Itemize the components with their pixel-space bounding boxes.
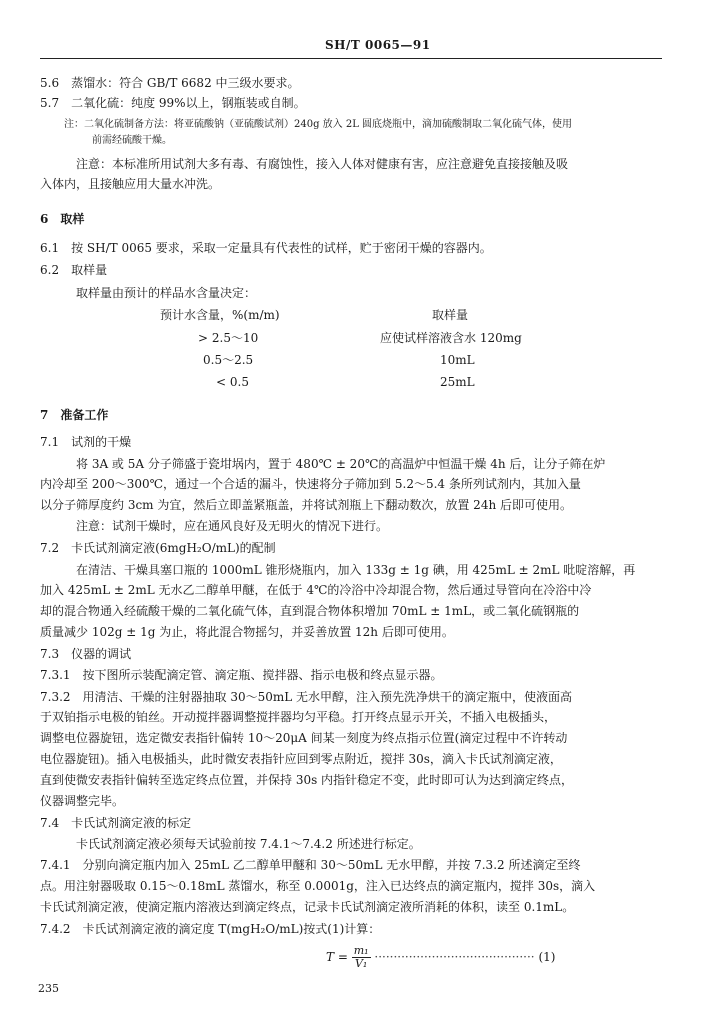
caution-reagents: 注意：本标准所用试剂大多有毒、有腐蚀性，接入人体对健康有害，应注意避免直接接触及吸 xyxy=(76,157,569,171)
paragraph-7-3-2-line: 调整电位器旋钮，选定微安表指针偏转 10～20μA 间某一刻度为终点指示位置(滴定过程中不许转动 xyxy=(40,731,568,745)
paragraph-7-3-2-line: 直到使微安表指针偏转至选定终点位置，并保持 30s 内指针稳定不变，此时即可认为达到滴定终点， xyxy=(40,773,574,787)
table-row-range: 0.5～2.5 xyxy=(203,353,254,367)
table-row-amount: 25mL xyxy=(440,375,475,389)
paragraph-7-1-line: 内冷却至 200～300℃，通过一个合适的漏斗，快速将分子筛加到 5.2～5.4 条所列试剂内，其加入量 xyxy=(40,477,581,491)
clause-5-7: 5.7 二氧化硫：纯度 99%以上，钢瓶装或自制。 xyxy=(40,96,306,110)
formula-equals: = xyxy=(337,950,348,964)
sample-size-intro: 取样量由预计的样品水含量决定： xyxy=(76,286,257,300)
table-row-amount: 10mL xyxy=(440,353,475,367)
formula-dot-leader: ·········································· xyxy=(374,950,535,964)
caution-reagents-cont: 入体内，且接触应用大量水冲洗。 xyxy=(40,177,221,191)
clause-6-1: 6.1 按 SH/T 0065 要求，采取一定量具有代表性的试样，贮于密闭干燥的容器内。 xyxy=(40,241,492,255)
clause-7-4-2: 7.4.2 卡氏试剂滴定液的滴定度 T(mgH₂O/mL)按式(1)计算： xyxy=(40,922,381,936)
paragraph-7-1-line: 将 3A 或 5A 分子筛盛于瓷坩埚内，置于 480℃ ± 20℃的高温炉中恒温干燥 4h 后，让分子筛在炉 xyxy=(76,457,606,471)
clause-7-1: 7.1 试剂的干燥 xyxy=(40,435,132,449)
paragraph-7-1-line: 以分子筛厚度约 3cm 为宜，然后立即盖紧瓶盖，并将试剂瓶上下翻动数次，放置 24h 后即可使用。 xyxy=(40,498,572,512)
clause-5-6: 5.6 蒸馏水：符合 GB/T 6682 中三级水要求。 xyxy=(40,76,300,90)
paragraph-7-4-1-line: 点。用注射器吸取 0.15～0.18mL 蒸馏水，称至 0.0001g，注入已达终点的滴定瓶内，搅拌 30s，滴入 xyxy=(40,879,596,893)
formula-lhs: T xyxy=(326,950,335,964)
clause-6-2: 6.2 取样量 xyxy=(40,263,108,277)
section-6-heading: 6 取样 xyxy=(40,212,85,226)
table-row-range: < 0.5 xyxy=(216,375,249,389)
paragraph-7-4-1-line: 卡氏试剂滴定液，使滴定瓶内溶液达到滴定终点，记录卡氏试剂滴定液所消耗的体积，读至 0.1mL。 xyxy=(40,900,575,914)
paragraph-7-2-line: 却的混合物通入经硫酸干燥的二氧化硫气体，直到混合物体积增加 70mL ± 1mL，或二氧化硫钢瓶的 xyxy=(40,604,580,618)
formula-fraction xyxy=(352,945,371,970)
formula-denominator: V₁ xyxy=(354,957,368,970)
paragraph-7-3-2-line: 电位器旋钮)。插入电极插头，此时微安表指针应回到零点附近，搅拌 30s，滴入卡氏试剂滴定液， xyxy=(40,752,562,766)
standard-number-header: SH/T 0065—91 xyxy=(325,38,431,52)
page-number: 235 xyxy=(38,982,59,995)
paragraph-7-4: 卡氏试剂滴定液必须每天试验前按 7.4.1～7.4.2 所述进行标定。 xyxy=(76,837,421,851)
clause-7-3: 7.3 仪器的调试 xyxy=(40,647,132,661)
note-so2-prep: 注：二氧化硫制备方法：将亚硫酸钠（亚硫酸试剂）240g 放入 2L 圆底烧瓶中，滴加硫酸制取二氧化硫气体，使用 xyxy=(64,119,573,130)
formula-1 xyxy=(326,945,555,970)
clause-7-2: 7.2 卡氏试剂滴定液(6mgH₂O/mL)的配制 xyxy=(40,541,276,555)
caution-drying: 注意：试剂干燥时，应在通风良好及无明火的情况下进行。 xyxy=(76,519,389,533)
clause-7-4-1: 7.4.1 分别向滴定瓶内加入 25mL 乙二醇单甲醚和 30～50mL 无水甲醇，并按 7.3.2 所述滴定至终 xyxy=(40,858,581,872)
paragraph-7-2-line: 加入 425mL ± 2mL 无水乙二醇单甲醚，在低于 4℃的冷浴中冷却混合物，然后通过导管向在冷浴中冷 xyxy=(40,583,592,597)
clause-7-3-1: 7.3.1 按下图所示装配滴定管、滴定瓶、搅拌器、指示电极和终点显示器。 xyxy=(40,668,443,682)
table-row-range: > 2.5～10 xyxy=(198,331,259,345)
paragraph-7-2-line: 质量减少 102g ± 1g 为止，将此混合物摇匀，并妥善放置 12h 后即可使用。 xyxy=(40,625,454,639)
section-7-heading: 7 准备工作 xyxy=(40,408,109,422)
formula-numerator: m₁ xyxy=(353,944,369,957)
clause-7-4: 7.4 卡氏试剂滴定液的标定 xyxy=(40,816,192,830)
table-header-amount: 取样量 xyxy=(432,308,469,322)
table-header-water: 预计水含量，%(m/m) xyxy=(160,308,280,322)
note-so2-prep-cont: 前需经硫酸干燥。 xyxy=(92,135,172,146)
formula-number: (1) xyxy=(538,950,556,964)
paragraph-7-3-2-line: 于双铂指示电极的铂丝。开动搅拌器调整搅拌器均匀平稳。打开终点显示开关，不插入电极插头， xyxy=(40,710,557,724)
header-rule xyxy=(40,58,662,59)
paragraph-7-2-line: 在清洁、干燥具塞口瓶的 1000mL 锥形烧瓶内，加入 133g ± 1g 碘，用 425mL ± 2mL 吡啶溶解，再 xyxy=(76,563,636,577)
paragraph-7-3-2-line: 仪器调整完毕。 xyxy=(40,794,125,808)
clause-7-3-2: 7.3.2 用清洁、干燥的注射器抽取 30～50mL 无水甲醇，注入预先洗净烘干的滴定瓶中，使液面高 xyxy=(40,690,573,704)
table-row-amount: 应使试样溶液含水 120mg xyxy=(380,331,522,345)
